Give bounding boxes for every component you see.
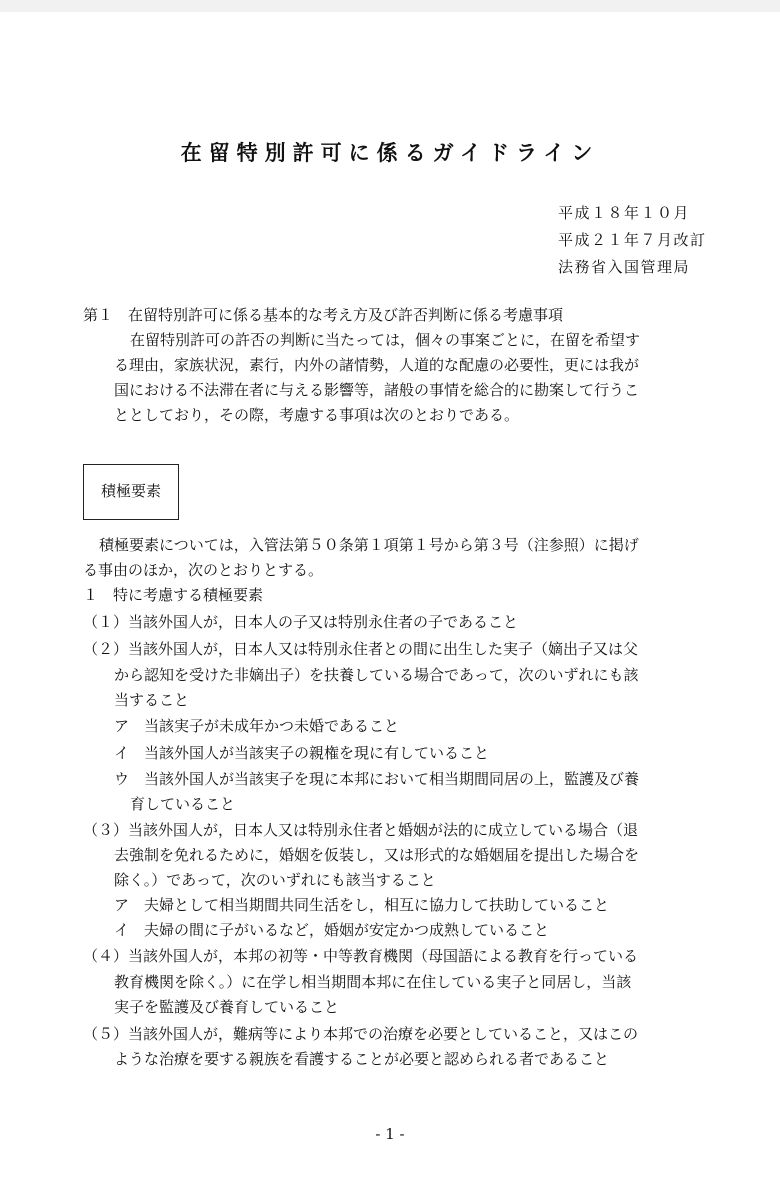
sub-item: ウ 当該外国人が当該実子を現に本邦において相当期間同居の上，監護及び養 — [114, 770, 640, 788]
list-item: （５）当該外国人が，難病等により本邦での治療を必要としていること，又はこの — [83, 1025, 639, 1043]
list-item-continuation: ような治療を要する親族を看護することが必要と認められる者であること — [114, 1050, 610, 1068]
sub-item: イ 夫婦の間に子がいるなど，婚姻が安定かつ成熟していること — [114, 921, 550, 939]
paragraph-line: 国における不法滞在者に与える影響等，諸般の事情を総合的に勘案して行うこ — [114, 381, 640, 399]
list-item: （２）当該外国人が，日本人又は特別永住者との間に出生した実子（嫡出子又は父 — [83, 640, 639, 658]
issue-dates — [558, 200, 758, 281]
paragraph-line: る理由，家族状況，素行，内外の諸情勢，人道的な配慮の必要性，更には我が — [114, 356, 640, 374]
sub-item: ア 夫婦として相当期間共同生活をし，相互に協力して扶助していること — [114, 896, 610, 914]
issuer-line: 法務省入国管理局 — [558, 258, 691, 276]
date-line-2: 平成２１年７月改訂 — [558, 231, 707, 249]
sub-item-continuation: 育していること — [130, 795, 236, 813]
page-number: - 1 - — [375, 1125, 405, 1143]
list-item: （４）当該外国人が，本邦の初等・中等教育機関（母国語による教育を行っている — [83, 947, 639, 965]
date-line-1: 平成１８年１０月 — [558, 204, 691, 222]
list-item-continuation: 実子を監護及び養育していること — [114, 998, 340, 1016]
paragraph-line: 在留特別許可の許否の判断に当たっては，個々の事案ごとに，在留を希望す — [130, 331, 641, 349]
list-item-continuation: 当すること — [114, 691, 190, 709]
list-item: （３）当該外国人が，日本人又は特別永住者と婚姻が法的に成立している場合（退 — [83, 821, 639, 839]
list-item-continuation: 教育機関を除く。）に在学し相当期間本邦に在住している実子と同居し，当該 — [114, 973, 632, 991]
positive-factors-box: 積極要素 — [83, 464, 179, 520]
sub-item: イ 当該外国人が当該実子の親権を現に有していること — [114, 744, 490, 762]
list-item-continuation: から認知を受けた非嫡出子）を扶養している場合であって，次のいずれにも該 — [114, 666, 639, 684]
document-title: 在留特別許可に係るガイドライン — [180, 141, 600, 165]
list-item-continuation: 除く。）であって，次のいずれにも該当すること — [114, 871, 436, 889]
body-line: る事由のほか，次のとおりとする。 — [83, 561, 324, 579]
sub-item: ア 当該実子が未成年かつ未婚であること — [114, 717, 400, 735]
list-item-continuation: 去強制を免れるために，婚姻を仮装し，又は形式的な婚姻届を提出した場合を — [114, 846, 640, 864]
body-line: 積極要素については，入管法第５０条第１項第１号から第３号（注参照）に掲げ — [99, 536, 639, 554]
paragraph-line: ととしており，その際，考慮する事項は次のとおりである。 — [114, 406, 520, 424]
document-page — [0, 12, 780, 1200]
list-heading: １ 特に考慮する積極要素 — [83, 586, 264, 604]
section-heading: 第１ 在留特別許可に係る基本的な考え方及び許否判断に係る考慮事項 — [83, 306, 564, 324]
list-item: （１）当該外国人が，日本人の子又は特別永住者の子であること — [83, 613, 519, 631]
